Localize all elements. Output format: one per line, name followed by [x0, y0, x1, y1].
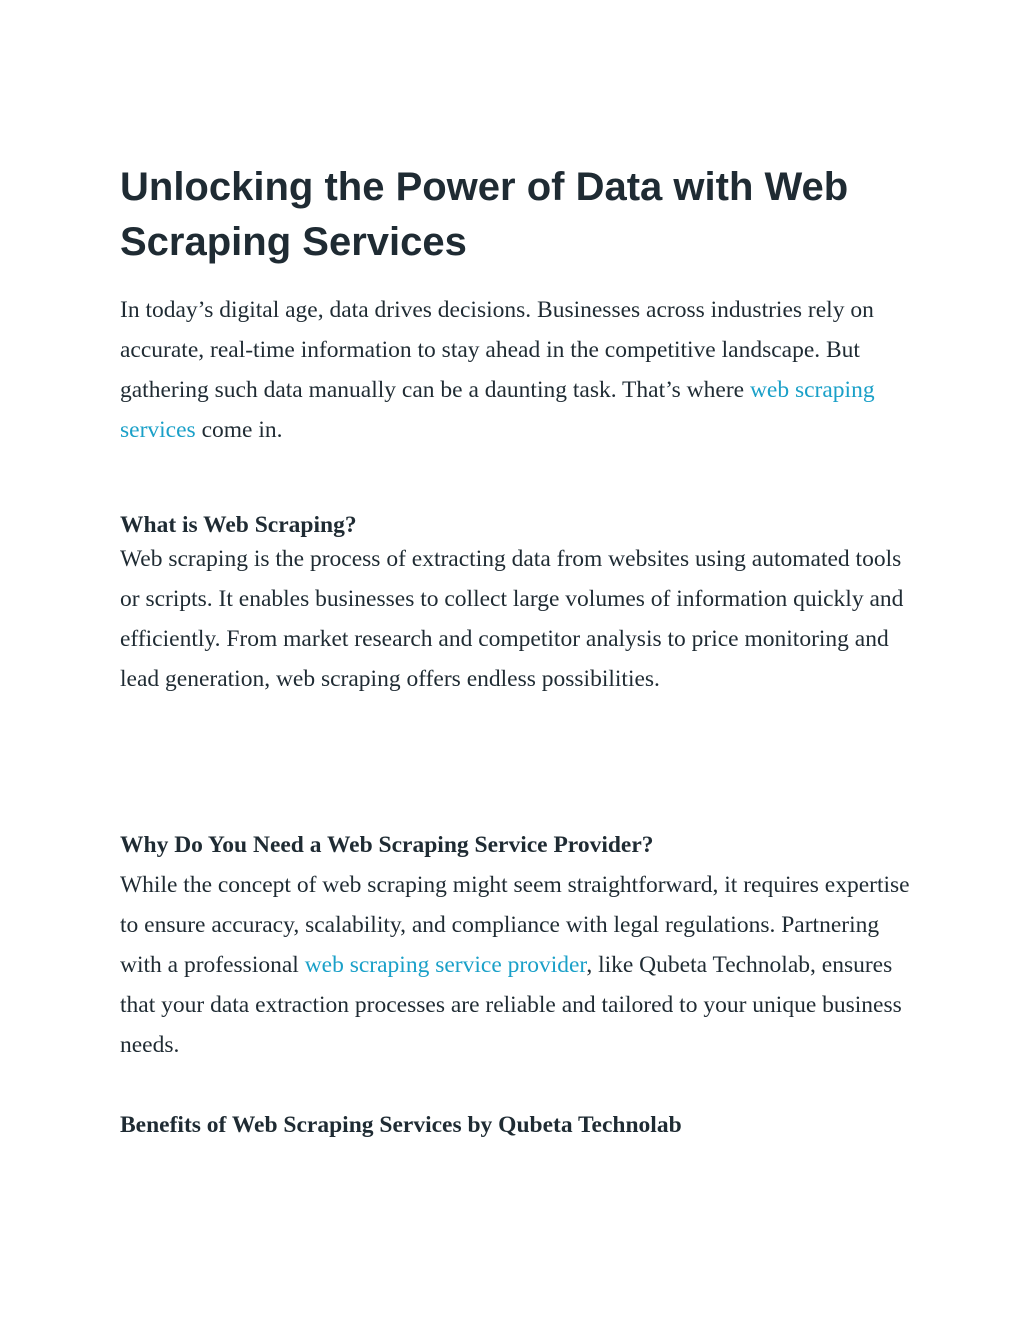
why-text-after: , like Qubeta Technolab, ensures that your data extraction processes are reliable and tailored to your unique business needs.	[120, 952, 902, 1058]
page-title: Unlocking the Power of Data with Web Scraping Services	[120, 165, 849, 264]
intro-paragraph	[120, 290, 910, 450]
section-heading-why-provider: Why Do You Need a Web Scraping Service Provider?	[120, 832, 654, 858]
section-heading-what-is-web-scraping: What is Web Scraping?	[120, 512, 357, 538]
web-scraping-services-link[interactable]: web scraping services	[120, 377, 875, 443]
why-text-before: While the concept of web scraping might seem straightforward, it requires expertise to ensure accuracy, scalability, and compliance with legal regulations. Partnering with a professional	[120, 872, 910, 978]
section-heading-benefits: Benefits of Web Scraping Services by Qubeta Technolab	[120, 1112, 682, 1138]
section-paragraph-what-is-web-scraping: Web scraping is the process of extracting data from websites using automated tools or scripts. It enables businesses to collect large volumes of information quickly and efficiently. From market research and competitor analysis to price monitoring and lead generation, web scraping offers endless possibilities.	[120, 546, 904, 692]
intro-text-after: come in.	[195, 417, 283, 443]
web-scraping-service-provider-link[interactable]: web scraping service provider	[304, 952, 587, 978]
section-paragraph-why-provider	[120, 865, 910, 1065]
intro-text-before: In today’s digital age, data drives decisions. Businesses across industries rely on accurate, real-time information to stay ahead in the competitive landscape. But gathering such data manually can be a daunting task. That’s where	[120, 297, 874, 403]
